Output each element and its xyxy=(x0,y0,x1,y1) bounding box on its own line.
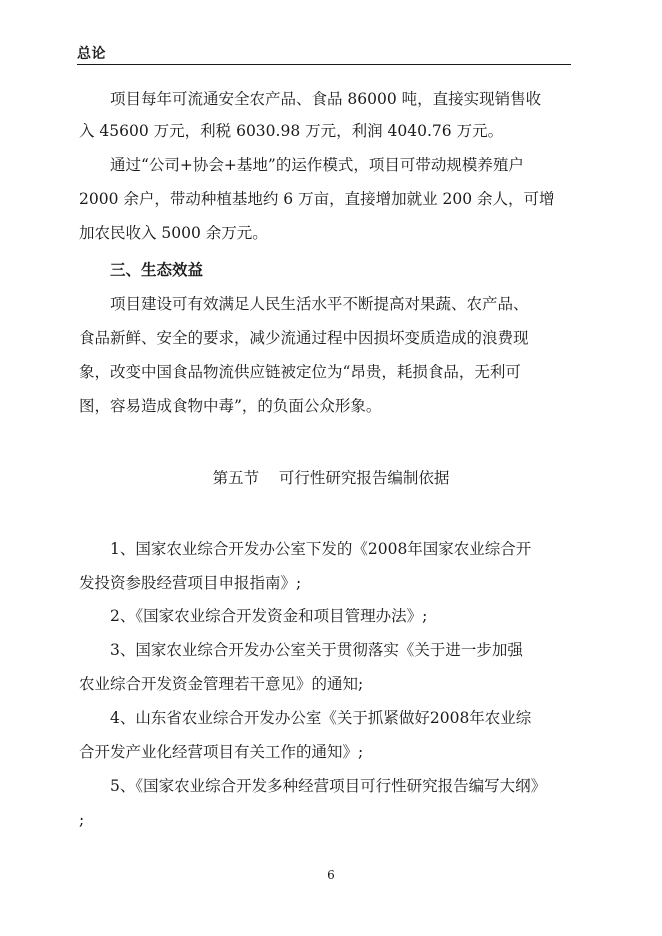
list-item-line: 1、国家农业综合开发办公室下发的《2008年国家农业综合开 xyxy=(110,540,532,558)
list-item-line: 5、《国家农业综合开发多种经营项目可行性研究报告编写大纲》 xyxy=(110,777,547,795)
list-item-line: 3、国家农业综合开发办公室关于贯彻落实《关于进一步加强 xyxy=(110,641,523,659)
paragraph-line: 项目建设可有效满足人民生活水平不断提高对果蔬、农产品、 xyxy=(110,295,529,313)
subsection-heading: 三、生态效益 xyxy=(110,260,204,279)
list-item-line: 4、山东省农业综合开发办公室《关于抓紧做好2008年农业综 xyxy=(110,709,532,727)
paragraph-line: 2000 余户，带动种植基地约 6 万亩，直接增加就业 200 余人，可增 xyxy=(79,190,555,208)
paragraph-line: 入 45600 万元，利税 6030.98 万元，利润 4040.76 万元。 xyxy=(79,122,504,140)
paragraph-line: 通过“公司+协会+基地”的运作模式，项目可带动规模养殖户 xyxy=(110,156,524,174)
running-header: 总论 xyxy=(77,46,106,62)
paragraph-line: 图，容易造成食物中毒”，的负面公众形象。 xyxy=(79,397,382,415)
list-item-line: 合开发产业化经营项目有关工作的通知》; xyxy=(79,743,364,761)
list-item-line: 农业综合开发资金管理若干意见》的通知; xyxy=(79,675,364,693)
section-title: 第五节 可行性研究报告编制依据 xyxy=(212,469,450,487)
paragraph-line: 加农民收入 5000 余万元。 xyxy=(79,224,268,242)
list-item-line: 2、《国家农业综合开发资金和项目管理办法》; xyxy=(110,607,428,625)
list-item-line: 发投资参股经营项目申报指南》; xyxy=(79,574,302,592)
paragraph-line: 食品新鲜、安全的要求，减少流通过程中因损坏变质造成的浪费现 xyxy=(79,329,529,347)
paragraph-line: 象，改变中国食品物流供应链被定位为“昂贵，耗损食品，无利可 xyxy=(79,363,521,381)
list-item-line: ; xyxy=(79,811,85,829)
page-number: 6 xyxy=(327,868,335,882)
paragraph-line: 项目每年可流通安全农产品、食品 86000 吨，直接实现销售收 xyxy=(110,90,542,108)
header-divider xyxy=(77,64,571,65)
